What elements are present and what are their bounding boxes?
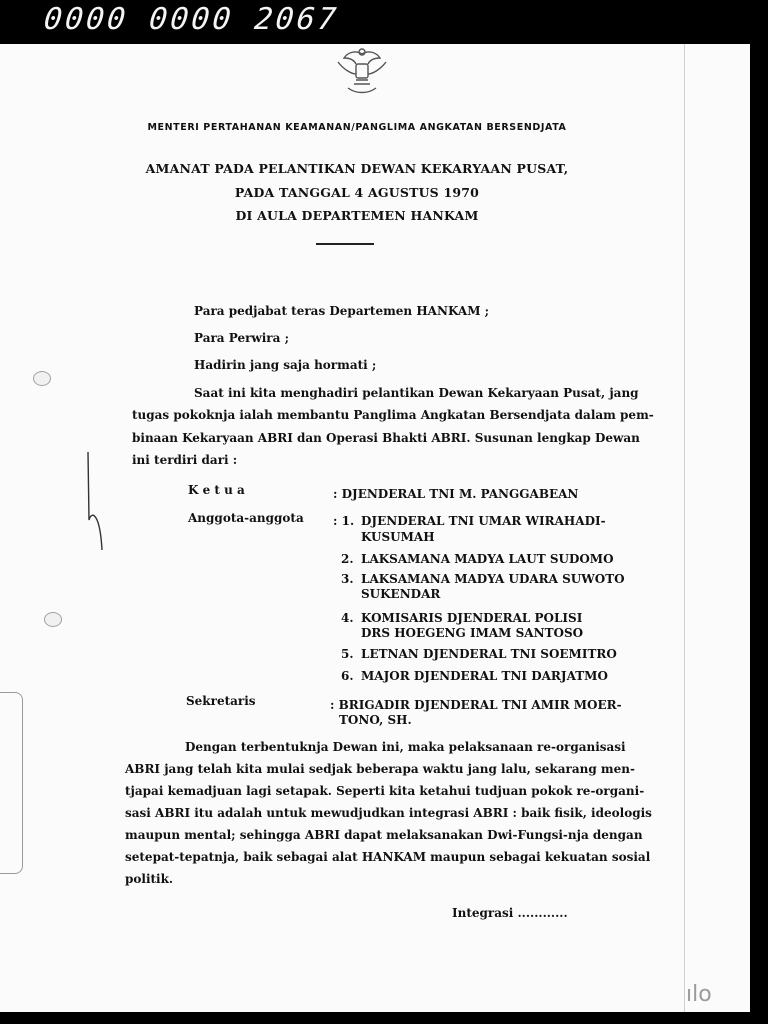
member-name: LETNAN DJENDERAL TNI SOEMITRO [361, 647, 617, 661]
member-name-cont: KUSUMAH [361, 530, 435, 544]
sekretaris-value: : BRIGADIR DJENDERAL TNI AMIR MOER- [330, 698, 622, 712]
intro-line-2: tugas pokoknja ialah membantu Panglima Angkatan Bersendjata dalam pem- [132, 408, 654, 422]
ketua-value: : DJENDERAL TNI M. PANGGABEAN [333, 487, 579, 501]
punch-hole [33, 371, 51, 386]
title-line-1: AMANAT PADA PELANTIKAN DEWAN KEKARYAAN PUSAT, [145, 161, 569, 176]
member-name: KOMISARIS DJENDERAL POLISI [361, 611, 583, 625]
intro-line-3: binaan Kekaryaan ABRI dan Operasi Bhakti ABRI. Susunan lengkap Dewan [132, 431, 640, 445]
closing-line-3: tjapai kemadjuan lagi setapak. Seperti kita ketahui tudjuan pokok re-organi- [125, 784, 645, 798]
closing-line-5: maupun mental; sehingga ABRI dapat melaksanakan Dwi-Fungsi-nja dengan [125, 828, 643, 842]
salutation-2: Para Perwira ; [194, 331, 290, 345]
title-line-2: PADA TANGGAL 4 AGUSTUS 1970 [234, 185, 480, 200]
document-page [0, 44, 750, 1012]
corner-mark: ılo [686, 982, 712, 1007]
intro-line-1: Saat ini kita menghadiri pelantikan Dewan Kekaryaan Pusat, jang [194, 386, 639, 400]
member-name: LAKSAMANA MADYA UDARA SUWOTO [361, 572, 625, 586]
ketua-label: K e t u a [188, 483, 245, 497]
member-name-cont: DRS HOEGENG IMAM SANTOSO [361, 626, 584, 640]
member-num: 3. [341, 572, 354, 586]
closing-line-6: setepat-tepatnja, baik sebagai alat HANKAM maupun sebagai kekuatan sosial [125, 850, 651, 864]
closing-line-2: ABRI jang telah kita mulai sedjak beberapa waktu jang lalu, sekarang men- [125, 762, 635, 776]
continuation-catchword: Integrasi ............ [452, 906, 568, 920]
member-num: 5. [341, 647, 354, 661]
closing-line-7: politik. [125, 872, 174, 886]
member-name: MAJOR DJENDERAL TNI DARJATMO [361, 669, 608, 683]
member-num: 4. [341, 611, 354, 625]
member-name: LAKSAMANA MADYA LAUT SUDOMO [361, 552, 614, 566]
garuda-emblem-icon [326, 44, 398, 100]
closing-line-4: sasi ABRI itu adalah untuk mewudjudkan integrasi ABRI : baik fisik, ideologis [125, 806, 652, 820]
salutation-1: Para pedjabat teras Departemen HANKAM ; [194, 304, 490, 318]
binder-clip [0, 692, 23, 874]
anggota-label: Anggota-anggota [188, 511, 304, 525]
sekretaris-label: Sekretaris [186, 694, 256, 708]
punch-hole [44, 612, 62, 627]
pen-mark-icon [80, 450, 108, 550]
member-num: 2. [341, 552, 354, 566]
salutation-3: Hadirin jang saja hormati ; [194, 358, 377, 372]
title-divider [316, 243, 374, 245]
title-line-3: DI AULA DEPARTEMEN HANKAM [235, 208, 479, 223]
member-num: : 1. [333, 514, 355, 528]
ministry-header: MENTERI PERTAHANAN KEAMANAN/PANGLIMA ANGKATAN BERSENDJATA [147, 122, 567, 133]
sekretaris-value-cont: TONO, SH. [339, 713, 412, 727]
member-name-cont: SUKENDAR [361, 587, 441, 601]
member-num: 6. [341, 669, 354, 683]
intro-line-4: ini terdiri dari : [132, 453, 238, 467]
member-name: DJENDERAL TNI UMAR WIRAHADI- [361, 514, 606, 528]
microfilm-frame-number: 0000 0000 2067 [42, 2, 341, 37]
closing-line-1: Dengan terbentuknja Dewan ini, maka pelaksanaan re-organisasi [185, 740, 626, 754]
